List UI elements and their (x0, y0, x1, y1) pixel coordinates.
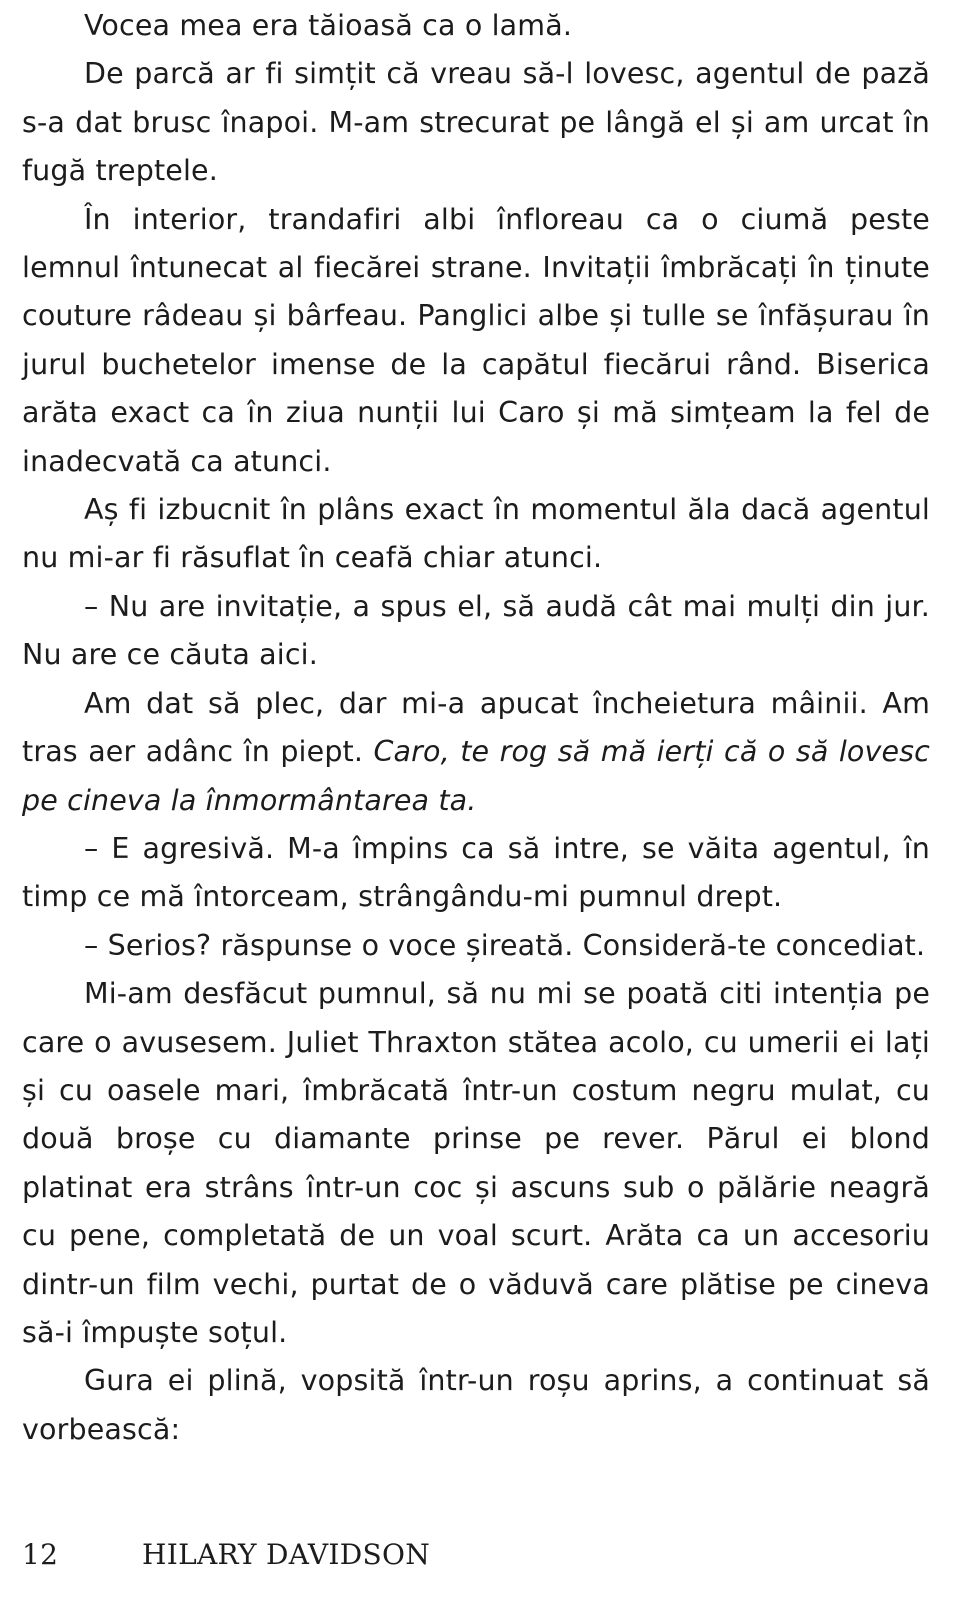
text-segment: Gura ei plină, vopsită într-un roșu aprins, a continuat să vorbească: (22, 1364, 930, 1446)
text-segment: În interior, trandafiri albi înfloreau ca o ciumă peste lemnul întunecat al fiecărei strane. Invitații îmbrăcați în ținute couture râdeau și bârfeau. Panglici albe și tulle se înfășurau în jurul buchetelor imense de la capătul fiecărui rând. Biserica arăta exact ca în ziua nunții lui Caro și mă simțeam la fel de inadecvată ca atunci. (22, 202, 930, 478)
page-number: 12 (22, 1538, 59, 1571)
text-segment: De parcă ar fi simțit că vreau să-l lovesc, agentul de pază s-a dat brusc înapoi. M-am strecurat pe lângă el și am urcat în fugă treptele. (22, 57, 930, 188)
text-segment: Aș fi izbucnit în plâns exact în momentul ăla dacă agentul nu mi-ar fi răsuflat în ceafă chiar atunci. (22, 493, 930, 575)
paragraph (22, 922, 930, 970)
body-text (22, 2, 930, 1454)
page-footer (22, 1538, 430, 1571)
italic-text-segment: Caro, te rog să mă ierți că o să lovesc pe cineva la înmormântarea ta. (22, 735, 930, 817)
text-segment: Mi-am desfăcut pumnul, să nu mi se poată citi intenția pe care o avusesem. Juliet Thraxton stătea acolo, cu umerii ei lați și cu oasele mari, îmbrăcată într-un costum negru mulat, cu două broșe cu diamante prinse pe rever. Părul ei blond platinat era strâns într-un coc și ascuns sub o pălărie neagră cu pene, completată de un voal scurt. Arăta ca un accesoriu dintr-un film vechi, purtat de o văduvă care plătise pe cineva să-i împuște soțul. (22, 977, 930, 1349)
paragraph (22, 2, 930, 50)
text-segment: – Nu are invitație, a spus el, să audă cât mai mulți din jur. Nu are ce căuta aici. (22, 589, 930, 672)
paragraph (22, 196, 930, 486)
text-segment: Vocea mea era tăioasă ca o lamă. (84, 9, 573, 42)
paragraph (22, 50, 930, 195)
paragraph (22, 825, 930, 922)
text-segment: – Serios? răspunse o voce șireată. Consideră-te concediat. (84, 928, 926, 962)
paragraph (22, 1357, 930, 1454)
book-page (22, 0, 930, 1454)
paragraph (22, 680, 930, 825)
paragraph (22, 486, 930, 583)
text-segment: Am dat să plec, dar mi-a apucat încheietura mâinii. Am tras aer adânc în piept. (22, 686, 930, 769)
text-segment: – E agresivă. M-a împins ca să intre, se văita agentul, în timp ce mă întorceam, strângându-mi pumnul drept. (22, 831, 930, 914)
paragraph (22, 583, 930, 680)
running-head-author: HILARY DAVIDSON (142, 1538, 431, 1571)
paragraph (22, 970, 930, 1357)
